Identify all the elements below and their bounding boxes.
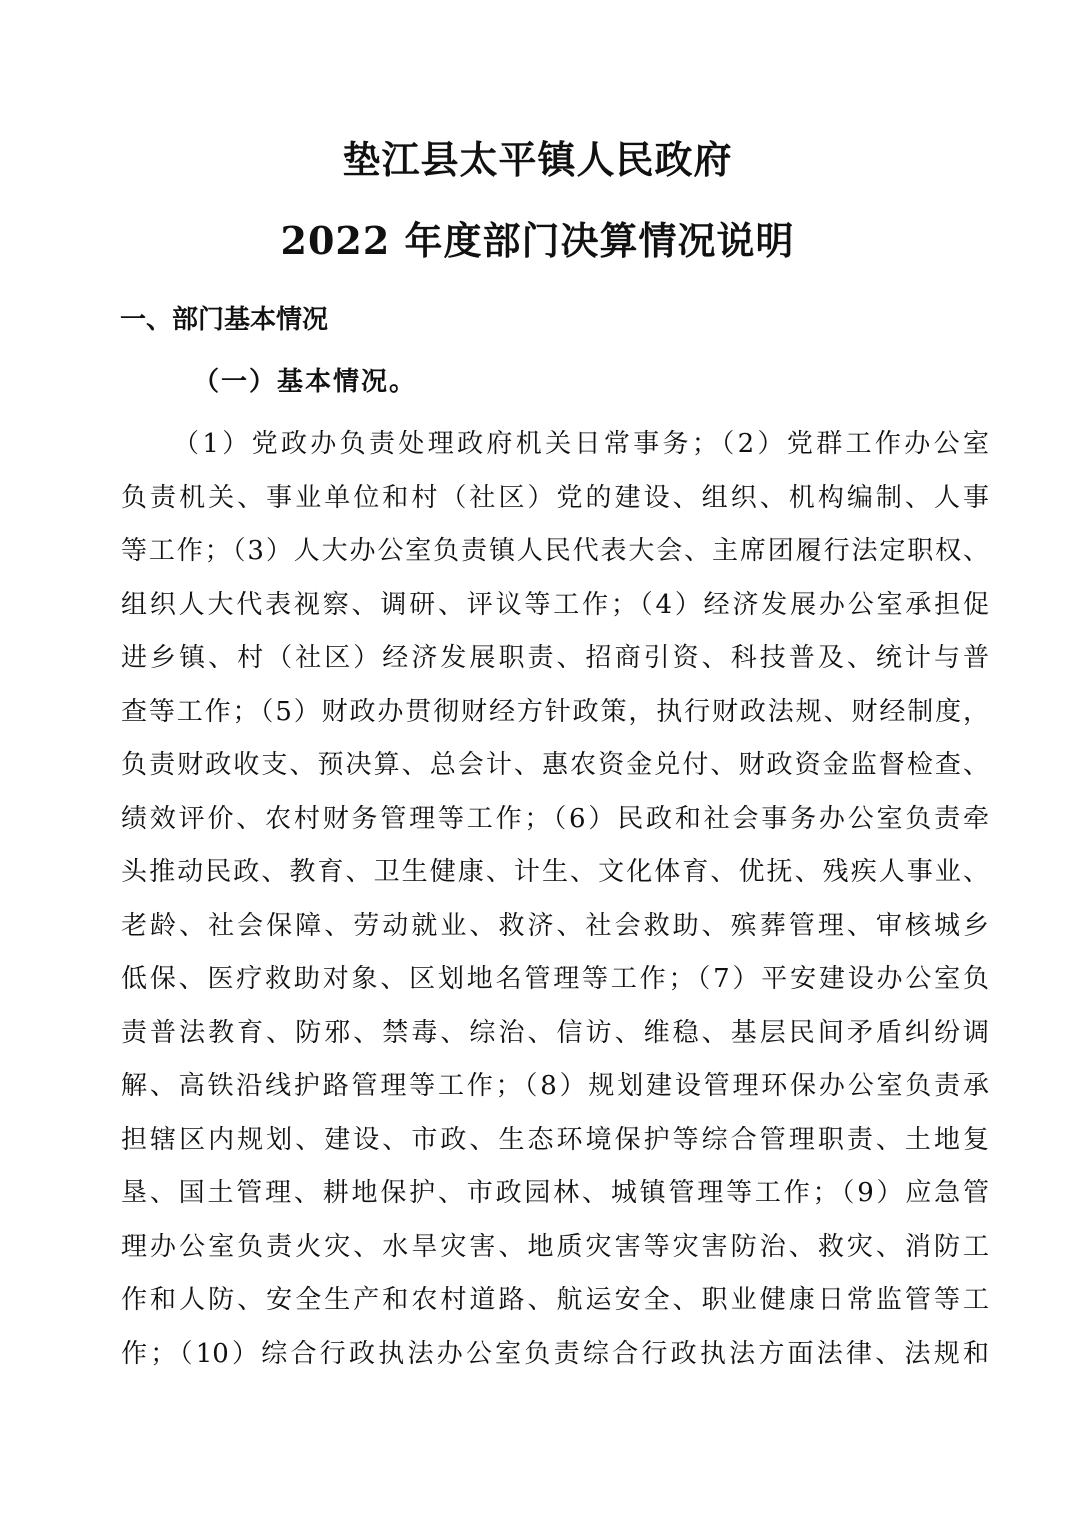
body-line: 低保、医疗救助对象、区划地名管理等工作；（7）平安建设办公室负 [121, 964, 989, 994]
body-line: 解、高铁沿线护路管理等工作；（8）规划建设管理环保办公室负责承 [121, 1071, 989, 1101]
section-heading: 一、部门基本情况 [120, 305, 329, 335]
body-line: 责普法教育、防邪、禁毒、综治、信访、维稳、基层民间矛盾纠纷调 [121, 1017, 989, 1048]
body-line: 查等工作；（5）财政办贯彻财经方针政策，执行财政法规、财经制度， [121, 696, 989, 727]
body-line: 负责财政收支、预决算、总会计、惠农资金兑付、财政资金监督检查、 [121, 750, 989, 780]
body-line: 头推动民政、教育、卫生健康、计生、文化体育、优抚、残疾人事业、 [121, 857, 989, 887]
body-line: 组织人大代表视察、调研、评议等工作；（4）经济发展办公室承担促 [121, 589, 989, 620]
body-line: 理办公室负责火灾、水旱灾害、地质灾害等灾害防治、救灾、消防工 [121, 1231, 989, 1262]
body-line: 进乡镇、村（社区）经济发展职责、招商引资、科技普及、统计与普 [121, 643, 989, 673]
subsection-heading: （一）基本情况。 [193, 367, 418, 397]
body-line: 负责机关、事业单位和村（社区）党的建设、组织、机构编制、人事 [121, 482, 989, 513]
body-line: （1）党政办负责处理政府机关日常事务；（2）党群工作办公室 [173, 429, 989, 459]
body-line: 等工作；（3）人大办公室负责镇人民代表大会、主席团履行法定职权、 [121, 536, 989, 566]
body-line: 绩效评价、农村财务管理等工作；（6）民政和社会事务办公室负责牵 [121, 803, 989, 834]
body-line: 老龄、社会保障、劳动就业、救济、社会救助、殡葬管理、审核城乡 [121, 910, 989, 941]
document-title-line2: 2022 年度部门决算情况说明 [280, 218, 795, 263]
body-line: 垦、国土管理、耕地保护、市政园林、城镇管理等工作；（9）应急管 [121, 1178, 989, 1208]
document-title-line1: 垫江县太平镇人民政府 [342, 137, 733, 182]
body-line: 作；（10）综合行政执法办公室负责综合行政执法方面法律、法规和 [121, 1338, 989, 1369]
body-paragraph [121, 418, 989, 1381]
body-line: 作和人防、安全生产和农村道路、航运安全、职业健康日常监管等工 [121, 1285, 989, 1315]
body-line: 担辖区内规划、建设、市政、生态环境保护等综合管理职责、土地复 [121, 1124, 989, 1155]
